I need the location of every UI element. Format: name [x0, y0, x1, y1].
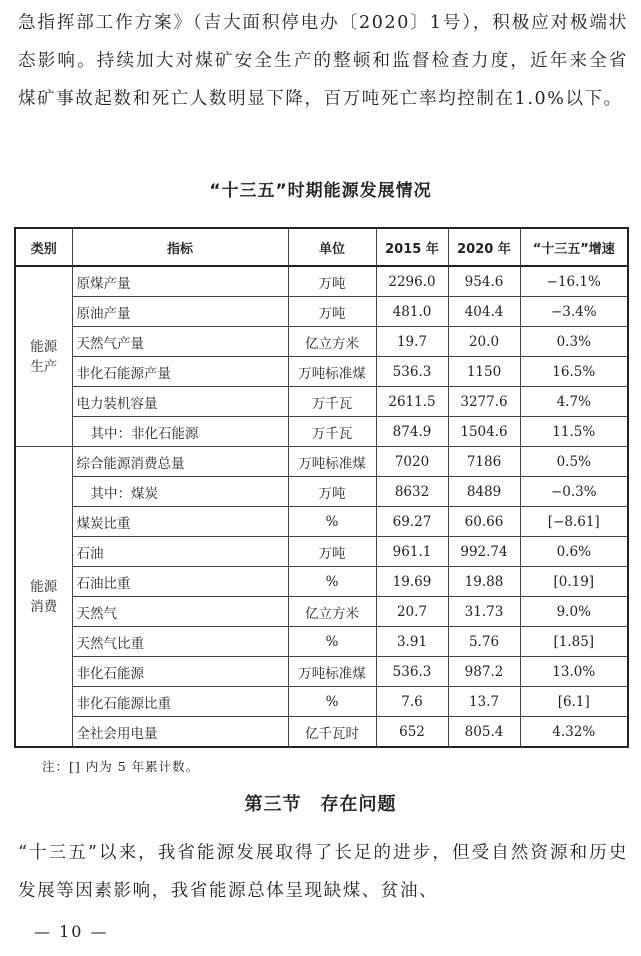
unit-cell: 万吨标准煤	[288, 657, 376, 687]
header-unit: 单位	[288, 228, 376, 266]
table-row	[15, 327, 628, 357]
indicator-cell: 石油	[72, 537, 288, 567]
value-2020-cell: 954.6	[448, 266, 520, 297]
value-2020-cell: 5.76	[448, 627, 520, 657]
value-2020-cell: 1150	[448, 357, 520, 387]
unit-cell: 万吨标准煤	[288, 447, 376, 477]
growth-cell: 16.5%	[520, 357, 628, 387]
unit-cell: %	[288, 627, 376, 657]
energy-development-table	[14, 227, 629, 748]
unit-cell: %	[288, 687, 376, 717]
value-2015-cell: 7.6	[376, 687, 448, 717]
indicator-cell: 非化石能源产量	[72, 357, 288, 387]
value-2020-cell: 3277.6	[448, 387, 520, 417]
growth-cell: [6.1]	[520, 687, 628, 717]
indicator-cell: 石油比重	[72, 567, 288, 597]
growth-cell: 11.5%	[520, 417, 628, 447]
table-row	[15, 297, 628, 327]
value-2020-cell: 31.73	[448, 597, 520, 627]
value-2015-cell: 481.0	[376, 297, 448, 327]
table-row	[15, 387, 628, 417]
unit-cell: %	[288, 507, 376, 537]
value-2020-cell: 7186	[448, 447, 520, 477]
value-2020-cell: 404.4	[448, 297, 520, 327]
page-number: — 10 —	[34, 922, 109, 941]
intro-paragraph: 急指挥部工作方案》（吉大面积停电办〔2020〕1号），积极应对极端状态影响。持续加大对煤矿安全生产的整顿和监督检查力度，近年来全省煤矿事故起数和死亡人数明显下降，百万吨死亡率均控制在1.0%以下。	[18, 13, 628, 109]
unit-cell: 亿立方米	[288, 327, 376, 357]
table-row	[15, 567, 628, 597]
unit-cell: 万吨	[288, 537, 376, 567]
unit-cell: 万千瓦	[288, 417, 376, 447]
value-2015-cell: 2296.0	[376, 266, 448, 297]
value-2015-cell: 536.3	[376, 657, 448, 687]
indicator-cell: 原煤产量	[72, 266, 288, 297]
table-row	[15, 266, 628, 297]
growth-cell: −3.4%	[520, 297, 628, 327]
unit-cell: 万千瓦	[288, 387, 376, 417]
indicator-cell: 非化石能源比重	[72, 687, 288, 717]
table-title: “十三五”时期能源发展情况	[209, 181, 432, 201]
value-2020-cell: 60.66	[448, 507, 520, 537]
value-2015-cell: 7020	[376, 447, 448, 477]
indicator-cell: 非化石能源	[72, 657, 288, 687]
value-2020-cell: 13.7	[448, 687, 520, 717]
header-growth: “十三五”增速	[520, 228, 628, 266]
growth-cell: −16.1%	[520, 266, 628, 297]
category-cell: 能源 消费	[15, 447, 72, 748]
table-header-row	[15, 228, 628, 266]
growth-cell: 0.3%	[520, 327, 628, 357]
value-2015-cell: 8632	[376, 477, 448, 507]
indicator-cell: 综合能源消费总量	[72, 447, 288, 477]
value-2015-cell: 2611.5	[376, 387, 448, 417]
indicator-cell: 煤炭比重	[72, 507, 288, 537]
table-row	[15, 477, 628, 507]
table-row	[15, 507, 628, 537]
indicator-cell: 电力装机容量	[72, 387, 288, 417]
header-2020: 2020 年	[448, 228, 520, 266]
unit-cell: 万吨标准煤	[288, 357, 376, 387]
indicator-cell: 其中：煤炭	[72, 477, 288, 507]
value-2015-cell: 652	[376, 717, 448, 748]
unit-cell: %	[288, 567, 376, 597]
unit-cell: 万吨	[288, 477, 376, 507]
growth-cell: −0.3%	[520, 477, 628, 507]
table-row	[15, 597, 628, 627]
value-2015-cell: 69.27	[376, 507, 448, 537]
indicator-cell: 其中：非化石能源	[72, 417, 288, 447]
unit-cell: 亿立方米	[288, 597, 376, 627]
indicator-cell: 天然气比重	[72, 627, 288, 657]
value-2015-cell: 961.1	[376, 537, 448, 567]
growth-cell: [1.85]	[520, 627, 628, 657]
table-row	[15, 357, 628, 387]
table-row	[15, 447, 628, 477]
table-body	[15, 266, 628, 747]
growth-cell: 9.0%	[520, 597, 628, 627]
growth-cell: 13.0%	[520, 657, 628, 687]
value-2020-cell: 8489	[448, 477, 520, 507]
table-row	[15, 717, 628, 748]
growth-cell: [0.19]	[520, 567, 628, 597]
indicator-cell: 全社会用电量	[72, 717, 288, 748]
value-2015-cell: 3.91	[376, 627, 448, 657]
value-2015-cell: 536.3	[376, 357, 448, 387]
header-category: 类别	[15, 228, 72, 266]
value-2020-cell: 805.4	[448, 717, 520, 748]
value-2015-cell: 874.9	[376, 417, 448, 447]
body-paragraph: “十三五”以来，我省能源发展取得了长足的进步，但受自然资源和历史发展等因素影响，我省能源总体呈现缺煤、贫油、	[18, 843, 628, 901]
unit-cell: 万吨	[288, 266, 376, 297]
section-title: 第三节 存在问题	[244, 794, 397, 815]
value-2015-cell: 20.7	[376, 597, 448, 627]
growth-cell: [−8.61]	[520, 507, 628, 537]
indicator-cell: 天然气产量	[72, 327, 288, 357]
header-2015: 2015 年	[376, 228, 448, 266]
unit-cell: 亿千瓦时	[288, 717, 376, 748]
indicator-cell: 原油产量	[72, 297, 288, 327]
table-row	[15, 417, 628, 447]
value-2020-cell: 1504.6	[448, 417, 520, 447]
table-row	[15, 687, 628, 717]
table-row	[15, 657, 628, 687]
table-row	[15, 537, 628, 567]
value-2020-cell: 987.2	[448, 657, 520, 687]
unit-cell: 万吨	[288, 297, 376, 327]
category-cell: 能源 生产	[15, 266, 72, 447]
growth-cell: 4.7%	[520, 387, 628, 417]
table-note: 注：[] 内为 5 年累计数。	[42, 759, 200, 774]
value-2015-cell: 19.69	[376, 567, 448, 597]
header-indicator: 指标	[72, 228, 288, 266]
indicator-cell: 天然气	[72, 597, 288, 627]
value-2020-cell: 20.0	[448, 327, 520, 357]
value-2020-cell: 992.74	[448, 537, 520, 567]
table-row	[15, 627, 628, 657]
growth-cell: 0.6%	[520, 537, 628, 567]
value-2020-cell: 19.88	[448, 567, 520, 597]
growth-cell: 0.5%	[520, 447, 628, 477]
value-2015-cell: 19.7	[376, 327, 448, 357]
growth-cell: 4.32%	[520, 717, 628, 748]
